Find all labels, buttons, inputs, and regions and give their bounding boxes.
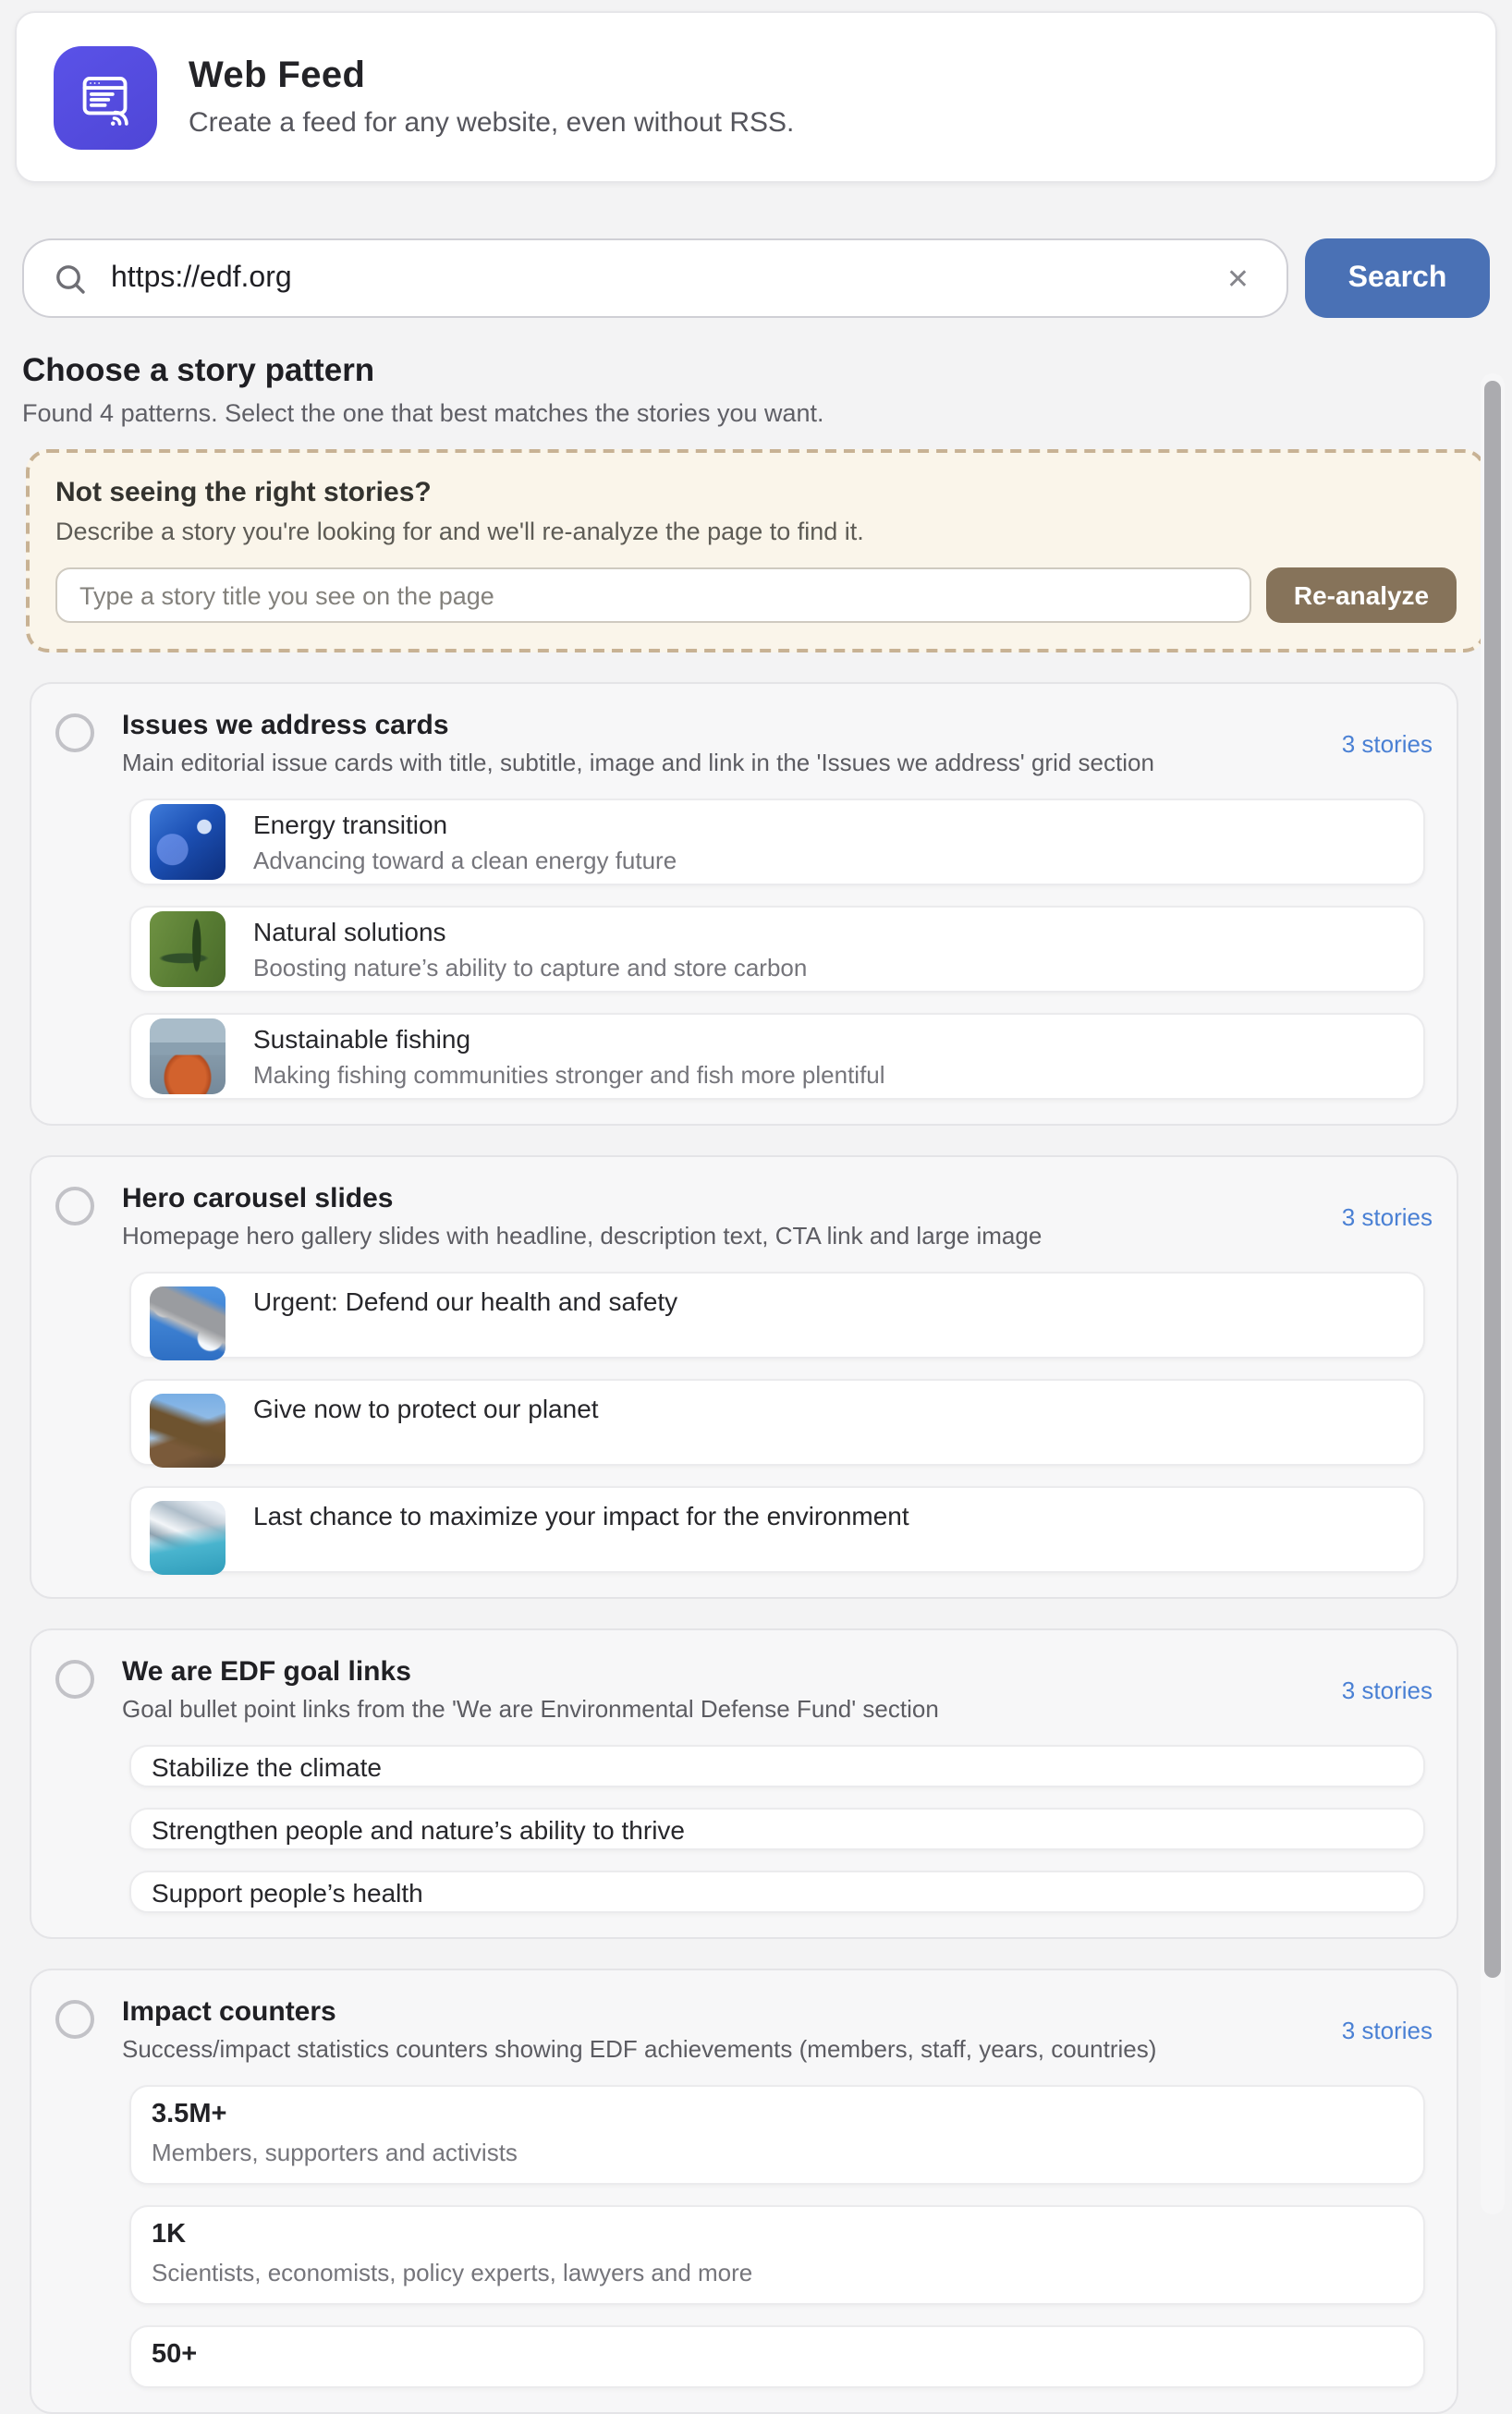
pattern-title: Impact counters bbox=[122, 1996, 336, 2028]
browser-rss-icon bbox=[76, 67, 135, 127]
pattern-title: Hero carousel slides bbox=[122, 1183, 394, 1214]
stat-value: 50+ bbox=[152, 2340, 198, 2370]
stat-label: Members, supporters and activists bbox=[152, 2139, 518, 2166]
pattern-meta bbox=[122, 710, 1342, 776]
reanalyze-button[interactable]: Re-analyze bbox=[1266, 567, 1457, 623]
pattern-title: Issues we address cards bbox=[122, 710, 449, 741]
pattern-items bbox=[129, 799, 1425, 1100]
story-item[interactable] bbox=[129, 1486, 1425, 1573]
page bbox=[0, 11, 1512, 2370]
story-item[interactable] bbox=[129, 2205, 1425, 2305]
pattern-radio[interactable] bbox=[55, 1187, 94, 1225]
story-item[interactable] bbox=[129, 1379, 1425, 1466]
app-header-card bbox=[15, 11, 1497, 183]
pattern-items bbox=[129, 1745, 1425, 1913]
pattern-title: We are EDF goal links bbox=[122, 1656, 411, 1688]
story-thumbnail bbox=[150, 1018, 226, 1094]
reanalyze-input-row bbox=[55, 567, 1457, 623]
app-subtitle: Create a feed for any website, even without RSS. bbox=[189, 107, 795, 139]
pattern-header bbox=[55, 1996, 1433, 2063]
url-search-box[interactable] bbox=[22, 238, 1288, 318]
story-item[interactable] bbox=[129, 1871, 1425, 1913]
pattern-description: Goal bullet point links from the 'We are Environmental Defense Fund' section bbox=[122, 1695, 939, 1723]
pattern-meta bbox=[122, 1996, 1342, 2063]
pattern-card-goal-links[interactable] bbox=[30, 1628, 1458, 1939]
story-subtitle: Boosting nature’s ability to capture and store carbon bbox=[253, 954, 808, 981]
story-item[interactable] bbox=[129, 799, 1425, 885]
stories-count-link[interactable]: 3 stories bbox=[1341, 729, 1433, 757]
pattern-meta bbox=[122, 1183, 1342, 1250]
story-title-input[interactable] bbox=[55, 567, 1251, 623]
pattern-header bbox=[55, 1656, 1433, 1723]
story-title: Support people’s health bbox=[152, 1877, 423, 1907]
story-text bbox=[253, 1501, 909, 1530]
pattern-card-impact-counters[interactable] bbox=[30, 1969, 1458, 2414]
story-title: Natural solutions bbox=[253, 917, 446, 946]
stories-count-link[interactable]: 3 stories bbox=[1341, 1202, 1433, 1230]
scrollbar-thumb[interactable] bbox=[1484, 381, 1501, 1978]
stat-value: 1K bbox=[152, 2220, 187, 2249]
story-title: Strengthen people and nature’s ability to thrive bbox=[152, 1814, 685, 1844]
choose-pattern-section-header bbox=[22, 351, 1490, 427]
url-input[interactable] bbox=[107, 260, 1199, 297]
pattern-items bbox=[129, 2085, 1425, 2388]
story-text bbox=[253, 917, 807, 981]
story-thumbnail bbox=[150, 1501, 226, 1575]
story-thumbnail bbox=[150, 911, 226, 987]
story-title: Energy transition bbox=[253, 810, 448, 839]
story-title: Stabilize the climate bbox=[152, 1751, 383, 1781]
story-item[interactable] bbox=[129, 1272, 1425, 1359]
story-item[interactable] bbox=[129, 1808, 1425, 1850]
pattern-items bbox=[129, 1272, 1425, 1573]
pattern-meta bbox=[122, 1656, 1342, 1723]
stories-count-link[interactable]: 3 stories bbox=[1341, 2016, 1433, 2043]
pattern-header bbox=[55, 1183, 1433, 1250]
reanalyze-panel bbox=[26, 449, 1486, 652]
story-item[interactable] bbox=[129, 2325, 1425, 2388]
pattern-card-hero-carousel[interactable] bbox=[30, 1155, 1458, 1599]
pattern-description: Homepage hero gallery slides with headline, description text, CTA link and large image bbox=[122, 1222, 1043, 1250]
clear-input-icon[interactable]: ✕ bbox=[1225, 263, 1250, 295]
story-thumbnail bbox=[150, 804, 226, 880]
app-header-text bbox=[189, 55, 794, 139]
story-item[interactable] bbox=[129, 2085, 1425, 2185]
story-text bbox=[253, 1286, 677, 1316]
story-title: Give now to protect our planet bbox=[253, 1394, 599, 1423]
pattern-radio[interactable] bbox=[55, 2000, 94, 2039]
pattern-card-issues-we-address[interactable] bbox=[30, 682, 1458, 1126]
pattern-radio[interactable] bbox=[55, 1660, 94, 1699]
story-text bbox=[253, 1024, 885, 1089]
story-text bbox=[253, 1394, 599, 1423]
story-item[interactable] bbox=[129, 1745, 1425, 1787]
pattern-radio[interactable] bbox=[55, 713, 94, 752]
story-title: Sustainable fishing bbox=[253, 1024, 471, 1054]
web-feed-app-icon bbox=[54, 45, 157, 149]
search-icon bbox=[54, 262, 87, 295]
pattern-description: Main editorial issue cards with title, subtitle, image and link in the 'Issues we address' grid section bbox=[122, 749, 1154, 776]
search-row bbox=[22, 238, 1490, 318]
story-thumbnail bbox=[150, 1286, 226, 1360]
app-title: Web Feed bbox=[189, 55, 366, 96]
story-item[interactable] bbox=[129, 906, 1425, 993]
pattern-header bbox=[55, 710, 1433, 776]
reanalyze-title: Not seeing the right stories? bbox=[55, 477, 432, 508]
story-item[interactable] bbox=[129, 1013, 1425, 1100]
story-thumbnail bbox=[150, 1394, 226, 1468]
search-button[interactable]: Search bbox=[1305, 238, 1490, 318]
pattern-description: Success/impact statistics counters showing EDF achievements (members, staff, years, countries) bbox=[122, 2035, 1157, 2063]
story-text bbox=[253, 810, 677, 874]
stat-label: Scientists, economists, policy experts, lawyers and more bbox=[152, 2259, 753, 2286]
stat-value: 3.5M+ bbox=[152, 2100, 227, 2129]
section-subtitle: Found 4 patterns. Select the one that best matches the stories you want. bbox=[22, 399, 824, 427]
story-subtitle: Making fishing communities stronger and fish more plentiful bbox=[253, 1061, 885, 1089]
story-subtitle: Advancing toward a clean energy future bbox=[253, 847, 677, 874]
reanalyze-description: Describe a story you're looking for and we'll re-analyze the page to find it. bbox=[55, 518, 864, 545]
stories-count-link[interactable]: 3 stories bbox=[1341, 1676, 1433, 1703]
scrollbar-track[interactable] bbox=[1481, 373, 1505, 2214]
story-title: Last chance to maximize your impact for the environment bbox=[253, 1501, 909, 1530]
section-title: Choose a story pattern bbox=[22, 351, 375, 388]
story-title: Urgent: Defend our health and safety bbox=[253, 1286, 678, 1316]
